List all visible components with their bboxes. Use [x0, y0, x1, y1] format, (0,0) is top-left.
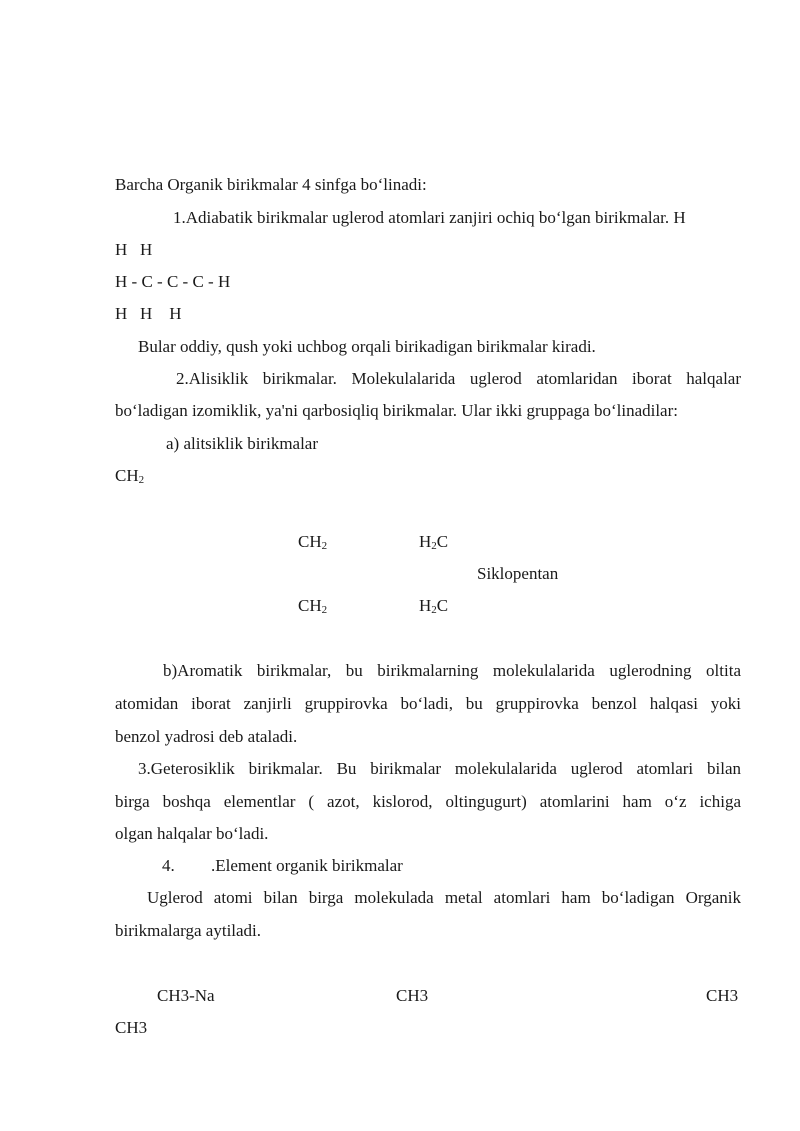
paragraph-2b-line-3: benzol yadrosi deb ataladi.	[115, 727, 298, 746]
paragraph-1-line-1: 1.Adiabatik birikmalar uglerod atomlari zanjiri ochiq bo‘lgan birikmalar. H	[173, 208, 686, 227]
paragraph-4-line-2: birikmalarga aytiladi.	[115, 921, 262, 940]
paragraph-2b-line-1: b)Aromatik birikmalar, bu birikmalarning molekulalarida uglerodning oltita	[163, 661, 741, 680]
h2c-right-top: $H_2C$	[419, 532, 449, 552]
paragraph-4-title: .Element organik birikmalar	[211, 856, 403, 875]
paragraph-1-note: Bular oddiy, qush yoki uchbog orqali birikadigan birikmalar kiradi.	[138, 337, 596, 356]
ch2-left-bottom: $CH_2$	[298, 596, 328, 616]
paragraph-2-line-2: bo‘ladigan izomiklik, ya'ni qarbosiqliq birikmalar. Ular ikki gruppaga bo‘linadilar:	[115, 401, 678, 420]
paragraph-3-line-3: olgan halqalar bo‘ladi.	[115, 824, 269, 843]
paragraph-2a: a) alitsiklik birikmalar	[166, 434, 319, 453]
ch2-top: $CH_2$	[115, 466, 145, 486]
intro-line: Barcha Organik birikmalar 4 sinfga bo‘linadi:	[115, 175, 427, 194]
formula-ch3-right: CH3	[706, 986, 739, 1005]
h2c-right-bottom: $H_2C$	[419, 596, 449, 616]
paragraph-3-line-1: 3.Geterosiklik birikmalar. Bu birikmalar molekulalarida uglerod atomlari bilan	[138, 759, 741, 778]
ch2-left-top: $CH_2$	[298, 532, 328, 552]
formula-carbon-chain: H - C - C - C - H	[115, 272, 231, 291]
paragraph-2b-line-2: atomidan iborat zanjirli gruppirovka bo‘ladi, bu gruppirovka benzol halqasi yoki	[115, 694, 741, 713]
formula-h-top: H H	[115, 240, 153, 259]
siklopentan-label: Siklopentan	[477, 564, 559, 583]
formula-ch3-na: CH3-Na	[157, 986, 215, 1005]
paragraph-3-line-2: birga boshqa elementlar ( azot, kislorod, oltingugurt) atomlarini ham o‘z ichiga	[115, 792, 741, 811]
formula-h-bottom: H H H	[115, 304, 182, 323]
paragraph-4-line-1: Uglerod atomi bilan birga molekulada metal atomlari ham bo‘ladigan Organik	[147, 888, 741, 907]
formula-ch3-bottom: CH3	[115, 1018, 148, 1037]
formula-ch3-middle: CH3	[396, 986, 429, 1005]
paragraph-2-line-1: 2.Alisiklik birikmalar. Molekulalarida uglerod atomlaridan iborat halqalar	[176, 369, 741, 388]
paragraph-4-number: 4.	[162, 856, 175, 875]
